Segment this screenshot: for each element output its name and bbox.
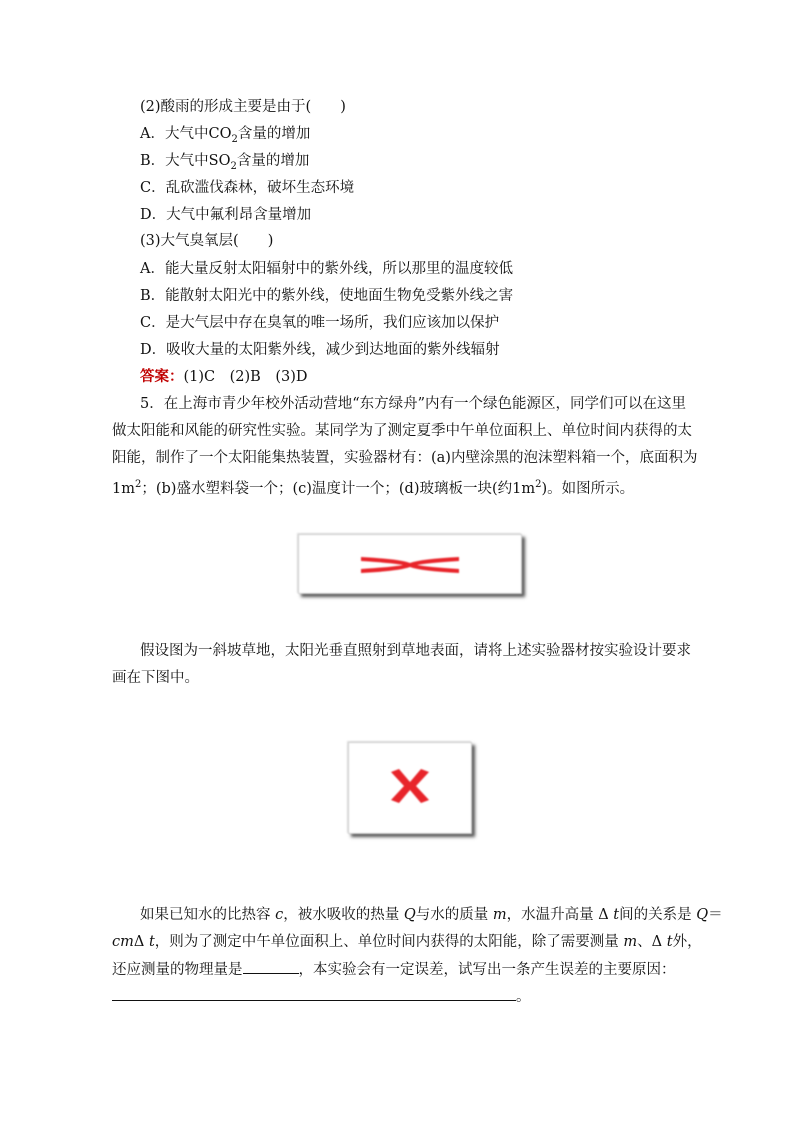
q3-option-a: A．能大量反射太阳辐射中的紫外线，所以那里的温度较低 (140, 261, 513, 277)
q2-option-c: C．乱砍滥伐森林，破坏生态环境 (140, 180, 355, 196)
broken-image-icon (299, 535, 521, 593)
broken-image-icon (349, 743, 471, 833)
q5-line-1: 5．在上海市青少年校外活动营地“东方绿舟”内有一个绿色能源区，同学们可以在这里 (140, 396, 687, 412)
q5-line-3: 阳能，制作了一个太阳能集热装置，实验器材有：(a)内壁涂黑的泡沫塑料箱一个，底面积为 (112, 450, 698, 466)
q3-stem: (3)大气臭氧层( ) (140, 233, 274, 249)
q3-option-c: C．是大气层中存在臭氧的唯一场所，我们应该加以保护 (140, 315, 500, 331)
answer-line (140, 367, 308, 387)
answer-blank-2[interactable] (112, 986, 516, 1001)
answer-label: 答案： (140, 368, 184, 385)
broken-image-figure-2 (348, 742, 472, 834)
answer-blank-1[interactable] (243, 959, 299, 974)
q3-option-b: B．能散射太阳光中的紫外线，使地面生物免受紫外线之害 (140, 288, 514, 304)
q2-option-d: D．大气中氟利昂含量增加 (140, 207, 312, 223)
q5-para3-line-3: 还应测量的物理量是 ，本实验会有一定误差，试写出一条产生误差的主要原因： (112, 959, 676, 980)
q5-para3-line-1: 如果已知水的比热容 c，被水吸收的热量 Q与水的质量 m，水温升高量 Δ t间的关系是 Q＝ (140, 907, 723, 923)
q5-line-4: $1m^2$；(b)盛水塑料袋一个；(c)温度计一个；(d)玻璃板一块(约$1m^2$)。如图所示。 (112, 479, 635, 497)
q2-stem: (2)酸雨的形成主要是由于( ) (140, 99, 346, 115)
q5-para3-line-2: cmΔ t，则为了测定中午单位面积上、单位时间内获得的太阳能，除了需要测量 m、Δ t外， (112, 934, 702, 950)
q2-option-b: B．大气中$SO_2$含量的增加 (140, 153, 310, 172)
q5-para2-line-2: 画在下图中。 (112, 670, 199, 686)
q2-option-a: A．大气中$CO_2$含量的增加 (140, 126, 311, 145)
q5-line-2: 做太阳能和风能的研究性实验。某同学为了测定夏季中午单位面积上、单位时间内获得的太 (112, 423, 692, 439)
broken-image-figure-1 (298, 534, 522, 594)
q5-para3-line-4: 。 (112, 986, 531, 1007)
answer-text: (1)C (2)B (3)D (183, 369, 308, 385)
q5-para2-line-1: 假设图为一斜坡草地，太阳光垂直照射到草地表面，请将上述实验器材按实验设计要求 (140, 643, 691, 659)
q3-option-d: D．吸收大量的太阳紫外线，减少到达地面的紫外线辐射 (140, 342, 500, 358)
